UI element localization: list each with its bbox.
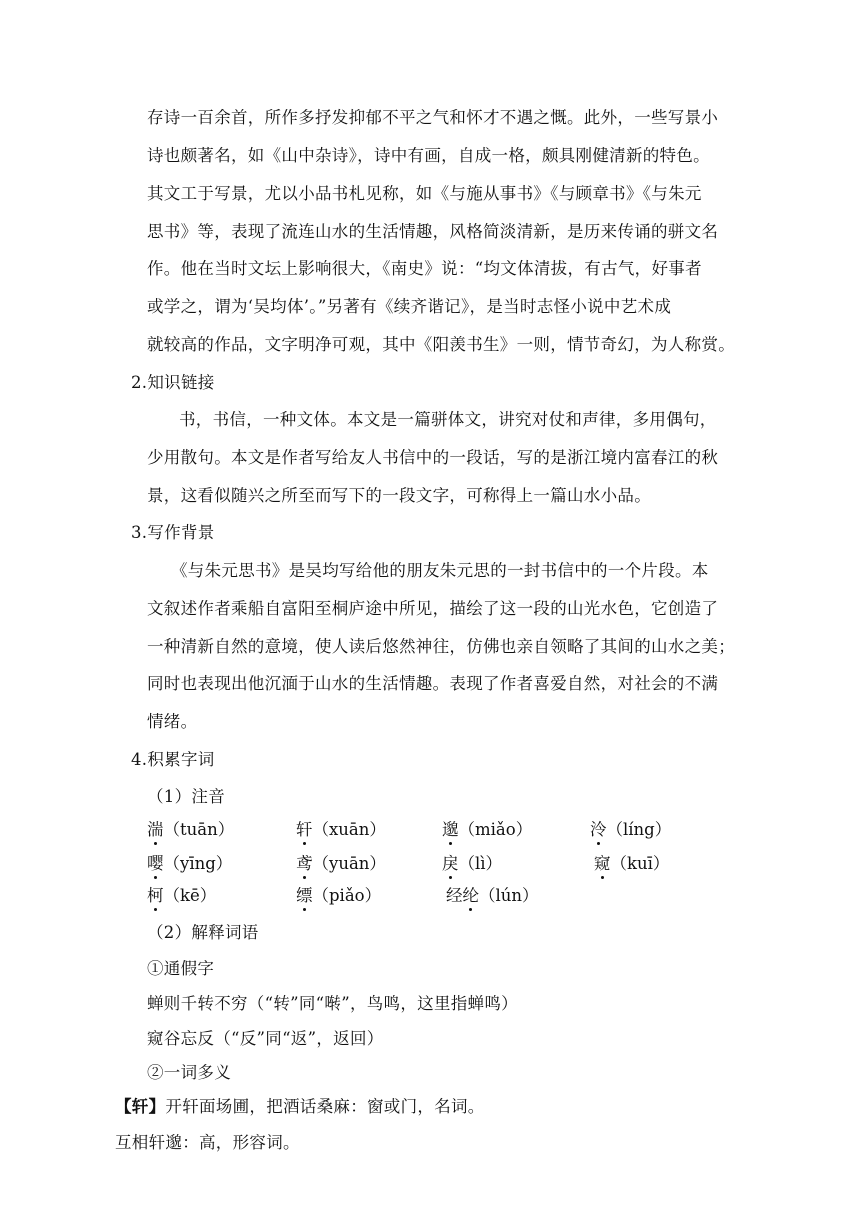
plain-char: 经 <box>446 886 463 905</box>
paragraph-line: 一种清新自然的意境，使人读后悠然神往，仿佛也亲自领略了其间的山水之美； <box>147 637 735 656</box>
pinyin: （lì） <box>458 854 503 873</box>
intro-line: 其文工于写景，尤以小品书札见称，如《与施从事书》《与顾章书》《与朱元 <box>147 184 702 203</box>
pinyin-entry <box>442 854 502 874</box>
pinyin: （piǎo） <box>312 886 382 905</box>
pinyin-entry <box>147 820 234 840</box>
subheading: ②一词多义 <box>147 1063 231 1082</box>
pinyin: （tuān） <box>163 820 235 839</box>
pinyin: （miǎo） <box>458 820 533 839</box>
paragraph-line: 景，这看似随兴之所至而写下的一段文字，可称得上一篇山水小品。 <box>147 486 651 505</box>
intro-line: 思书》等，表现了流连山水的生活情趣，风格简淡清新，是历来传诵的骈文名 <box>147 222 719 241</box>
dotted-char: 柯 <box>147 886 164 905</box>
paragraph-line: 文叙述作者乘船自富阳至桐庐途中所见，描绘了这一段的山光水色，它创造了 <box>147 599 719 618</box>
intro-line: 存诗一百余首，所作多抒发抑郁不平之气和怀才不遇之慨。此外，一些写景小 <box>147 108 719 127</box>
pinyin-entry <box>590 820 671 840</box>
pinyin: （xuān） <box>312 820 386 839</box>
intro-line: 诗也颇著名，如《山中杂诗》，诗中有画，自成一格，颇具刚健清新的特色。 <box>147 146 710 165</box>
paragraph-line: 《与朱元思书》是吴均写给他的朋友朱元思的一封书信中的一个片段。本 <box>171 561 709 580</box>
dotted-char: 戾 <box>442 854 459 873</box>
pinyin: （kē） <box>163 886 217 905</box>
subheading: ①通假字 <box>147 959 215 978</box>
dotted-char: 纶 <box>462 886 479 905</box>
pinyin-entry <box>442 820 532 840</box>
tongjia-item: 窥谷忘反（“反”同“返”，返回） <box>147 1029 384 1048</box>
duoyi-item <box>115 1133 300 1153</box>
intro-line: 就较高的作品，文字明净可观，其中《阳羡书生》一则，情节奇幻，为人称赏。 <box>147 335 735 354</box>
tongjia-item: 蝉则千转不穷（“转”同“啭”，鸟鸣，这里指蝉鸣） <box>147 994 518 1013</box>
section-heading: 3.写作背景 <box>131 523 215 542</box>
dotted-char: 湍 <box>147 820 164 839</box>
pinyin-entry <box>147 854 232 874</box>
pinyin-entry <box>296 820 386 840</box>
subheading: （2）解释词语 <box>147 923 259 942</box>
paragraph-line: 情绪。 <box>147 712 198 731</box>
dotted-char: 轩 <box>296 820 313 839</box>
dotted-char: 邈 <box>442 820 459 839</box>
paragraph-line: 同时也表现出他沉湎于山水的生活情趣。表现了作者喜爱自然，对社会的不满 <box>147 674 719 693</box>
pinyin: （líng） <box>606 820 672 839</box>
pinyin-entry <box>446 886 539 906</box>
pinyin: （yīng） <box>163 854 233 873</box>
paragraph-line: 书，书信，一种文体。本文是一篇骈体文，讲究对仗和声律，多用偶句， <box>179 410 717 429</box>
duoyi-text: 互相轩邈：高，形容词。 <box>115 1133 300 1152</box>
dotted-char: 窥 <box>594 854 611 873</box>
intro-line: 或学之，谓为‘吴均体’。”另著有《续齐谐记》，是当时志怪小说中艺术成 <box>147 297 672 316</box>
dotted-char: 鸢 <box>296 854 313 873</box>
pinyin-entry <box>296 886 381 906</box>
pinyin: （yuān） <box>312 854 386 873</box>
dotted-char: 泠 <box>590 820 607 839</box>
section-heading: 2.知识链接 <box>131 373 215 392</box>
dotted-char: 嘤 <box>147 854 164 873</box>
pinyin: （kuī） <box>610 854 670 873</box>
paragraph-line: 少用散句。本文是作者写给友人书信中的一段话，写的是浙江境内富春江的秋 <box>147 448 719 467</box>
subheading: （1）注音 <box>147 787 225 806</box>
section-heading: 4.积累字词 <box>131 750 215 769</box>
duoyi-text: 开轩面场圃，把酒话桑麻：窗或门，名词。 <box>165 1097 485 1116</box>
pinyin-entry <box>147 886 216 906</box>
pinyin: （lún） <box>479 886 539 905</box>
dotted-char: 缥 <box>296 886 313 905</box>
pinyin-entry <box>594 854 669 874</box>
duoyi-label: 【轩】 <box>115 1097 166 1116</box>
intro-line: 作。他在当时文坛上影响很大，《南史》说：“均文体清拔，有古气，好事者 <box>147 259 702 278</box>
pinyin-entry <box>296 854 386 874</box>
duoyi-item <box>115 1097 485 1117</box>
